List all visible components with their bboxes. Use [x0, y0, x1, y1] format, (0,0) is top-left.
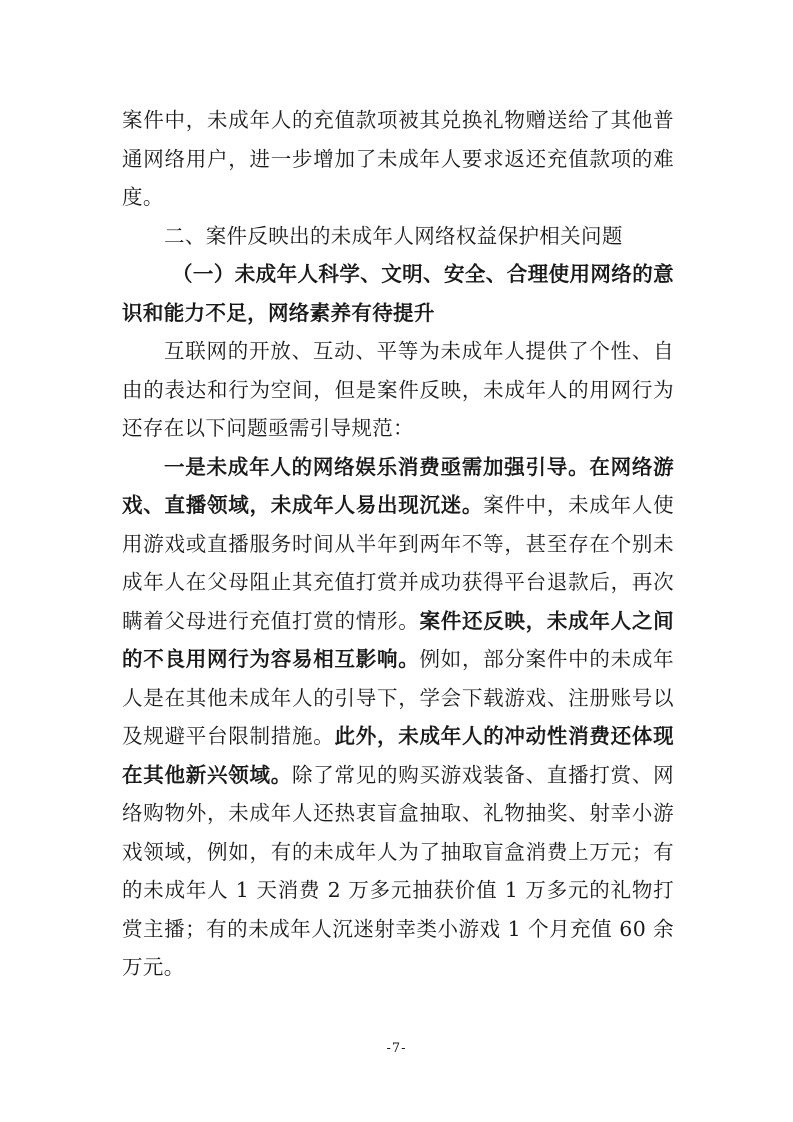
page-number: -7- [386, 1041, 407, 1056]
section-heading: 二、案件反映出的未成年人网络权益保护相关问题 [164, 223, 623, 248]
bold-text-2: 案件还反映，未成年人之间的不良用网行为容易相互影响。 [122, 608, 675, 671]
document-body [122, 101, 674, 987]
bold-text-1: 一是未成年人的网络娱乐消费亟需加强引导。在网络游戏、直播领域，未成年人易出现沉迷。 [122, 454, 674, 517]
body-text-3: 除了常见的购买游戏装备、直播打赏、网络购物外，未成年人还热衷盲盒抽取、礼物抽奖、射幸小游戏领域，例如，有的未成年人为了抽取盲盒消费上万元；有的未成年人 1 天消费 2 万多元抽获价值 1 万多元的礼物打赏主播；有的未成年人沉迷射幸类小游戏 1 个月充值 60 余万元。 [122, 762, 674, 979]
bold-text-3: 此外，未成年人的冲动性消费还体现在其他新兴领域。 [122, 724, 675, 787]
subsection-heading: （一）未成年人科学、文明、安全、合理使用网络的意识和能力不足，网络素养有待提升 [122, 262, 674, 325]
paragraph-continuation: 案件中，未成年人的充值款项被其兑换礼物赠送给了其他普通网络用户，进一步增加了未成年人要求返还充值款项的难度。 [122, 108, 674, 209]
body-text-1: 案件中，未成年人使用游戏或直播服务时间从半年到两年不等，甚至存在个别未成年人在父母阻止其充值打赏并成功获得平台退款后，再次瞒着父母进行充值打赏的情形。 [122, 493, 675, 633]
body-text-2: 例如，部分案件中的未成年人是在其他未成年人的引导下，学会下载游戏、注册账号以及规避平台限制措施。 [122, 647, 675, 748]
paragraph-intro: 互联网的开放、互动、平等为未成年人提供了个性、自由的表达和行为空间，但是案件反映，未成年人的用网行为还存在以下问题亟需引导规范： [122, 339, 674, 440]
paragraph-issues [122, 448, 674, 987]
